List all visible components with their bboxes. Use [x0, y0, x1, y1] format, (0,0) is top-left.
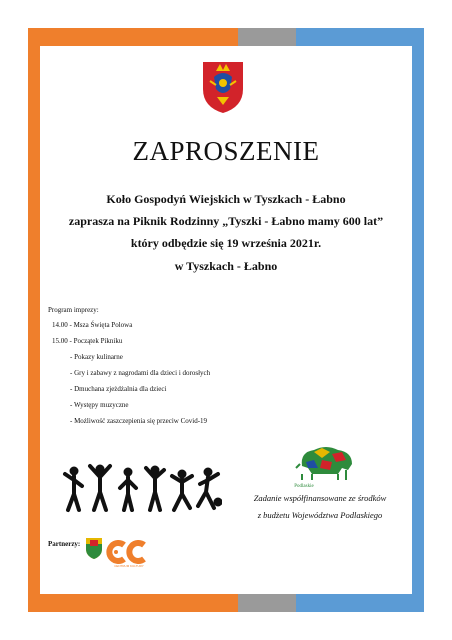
intro-line-date: który odbędzie się 19 września 2021r.	[130, 236, 322, 250]
intro-line-organizer: Koło Gospodyń Wiejskich w Tyszkach - Łabno	[106, 192, 346, 206]
partner-crest-icon	[84, 536, 104, 560]
ck-logo-icon	[106, 540, 152, 568]
intro-line-event: zaprasza na Piknik Rodzinny „Tyszki - Łabno mamy 600 lat”	[68, 214, 384, 228]
frame-orange-left	[28, 28, 40, 612]
frame-blue-top	[296, 28, 424, 46]
dancing-children-icon	[60, 462, 222, 514]
funding-note-line: Zadanie współfinansowane ze środków	[253, 493, 387, 503]
coat-of-arms-icon	[200, 59, 246, 115]
program-item: 14.00 - Msza Święta Polowa	[52, 321, 133, 329]
bison-logo-icon	[292, 440, 358, 482]
program-label: Program imprezy:	[48, 306, 99, 314]
program-item: - Pokazy kulinarne	[70, 353, 123, 361]
program-item: - Możliwość zaszczepienia się przeciw Covid-19	[70, 417, 208, 425]
frame-blue-bottom	[296, 594, 424, 612]
funding-note-line: z budżetu Województwa Podlaskiego	[257, 510, 383, 520]
podlaskie-logo-caption: Podlaskie	[294, 484, 314, 489]
frame-blue-right	[412, 28, 424, 612]
program-item: - Gry i zabawy z nagrodami dla dzieci i dorosłych	[70, 369, 211, 377]
partners-label: Partnerzy:	[48, 540, 81, 548]
program-item: - Występy muzyczne	[70, 401, 129, 409]
page-frame	[28, 28, 424, 612]
intro-line-place: w Tyszkach - Łabno	[174, 259, 278, 273]
program-item: 15.00 - Początek Pikniku	[52, 337, 123, 345]
frame-orange-bottom	[28, 594, 238, 612]
frame-gray-top	[238, 28, 296, 46]
frame-orange-top	[28, 28, 238, 46]
ck-logo-caption: CENTRUM KULTURY	[114, 564, 144, 568]
frame-gray-bottom	[238, 594, 296, 612]
program-item: - Dmuchana zjeżdżalnia dla dzieci	[70, 385, 167, 393]
page-title: ZAPROSZENIE	[132, 136, 320, 166]
